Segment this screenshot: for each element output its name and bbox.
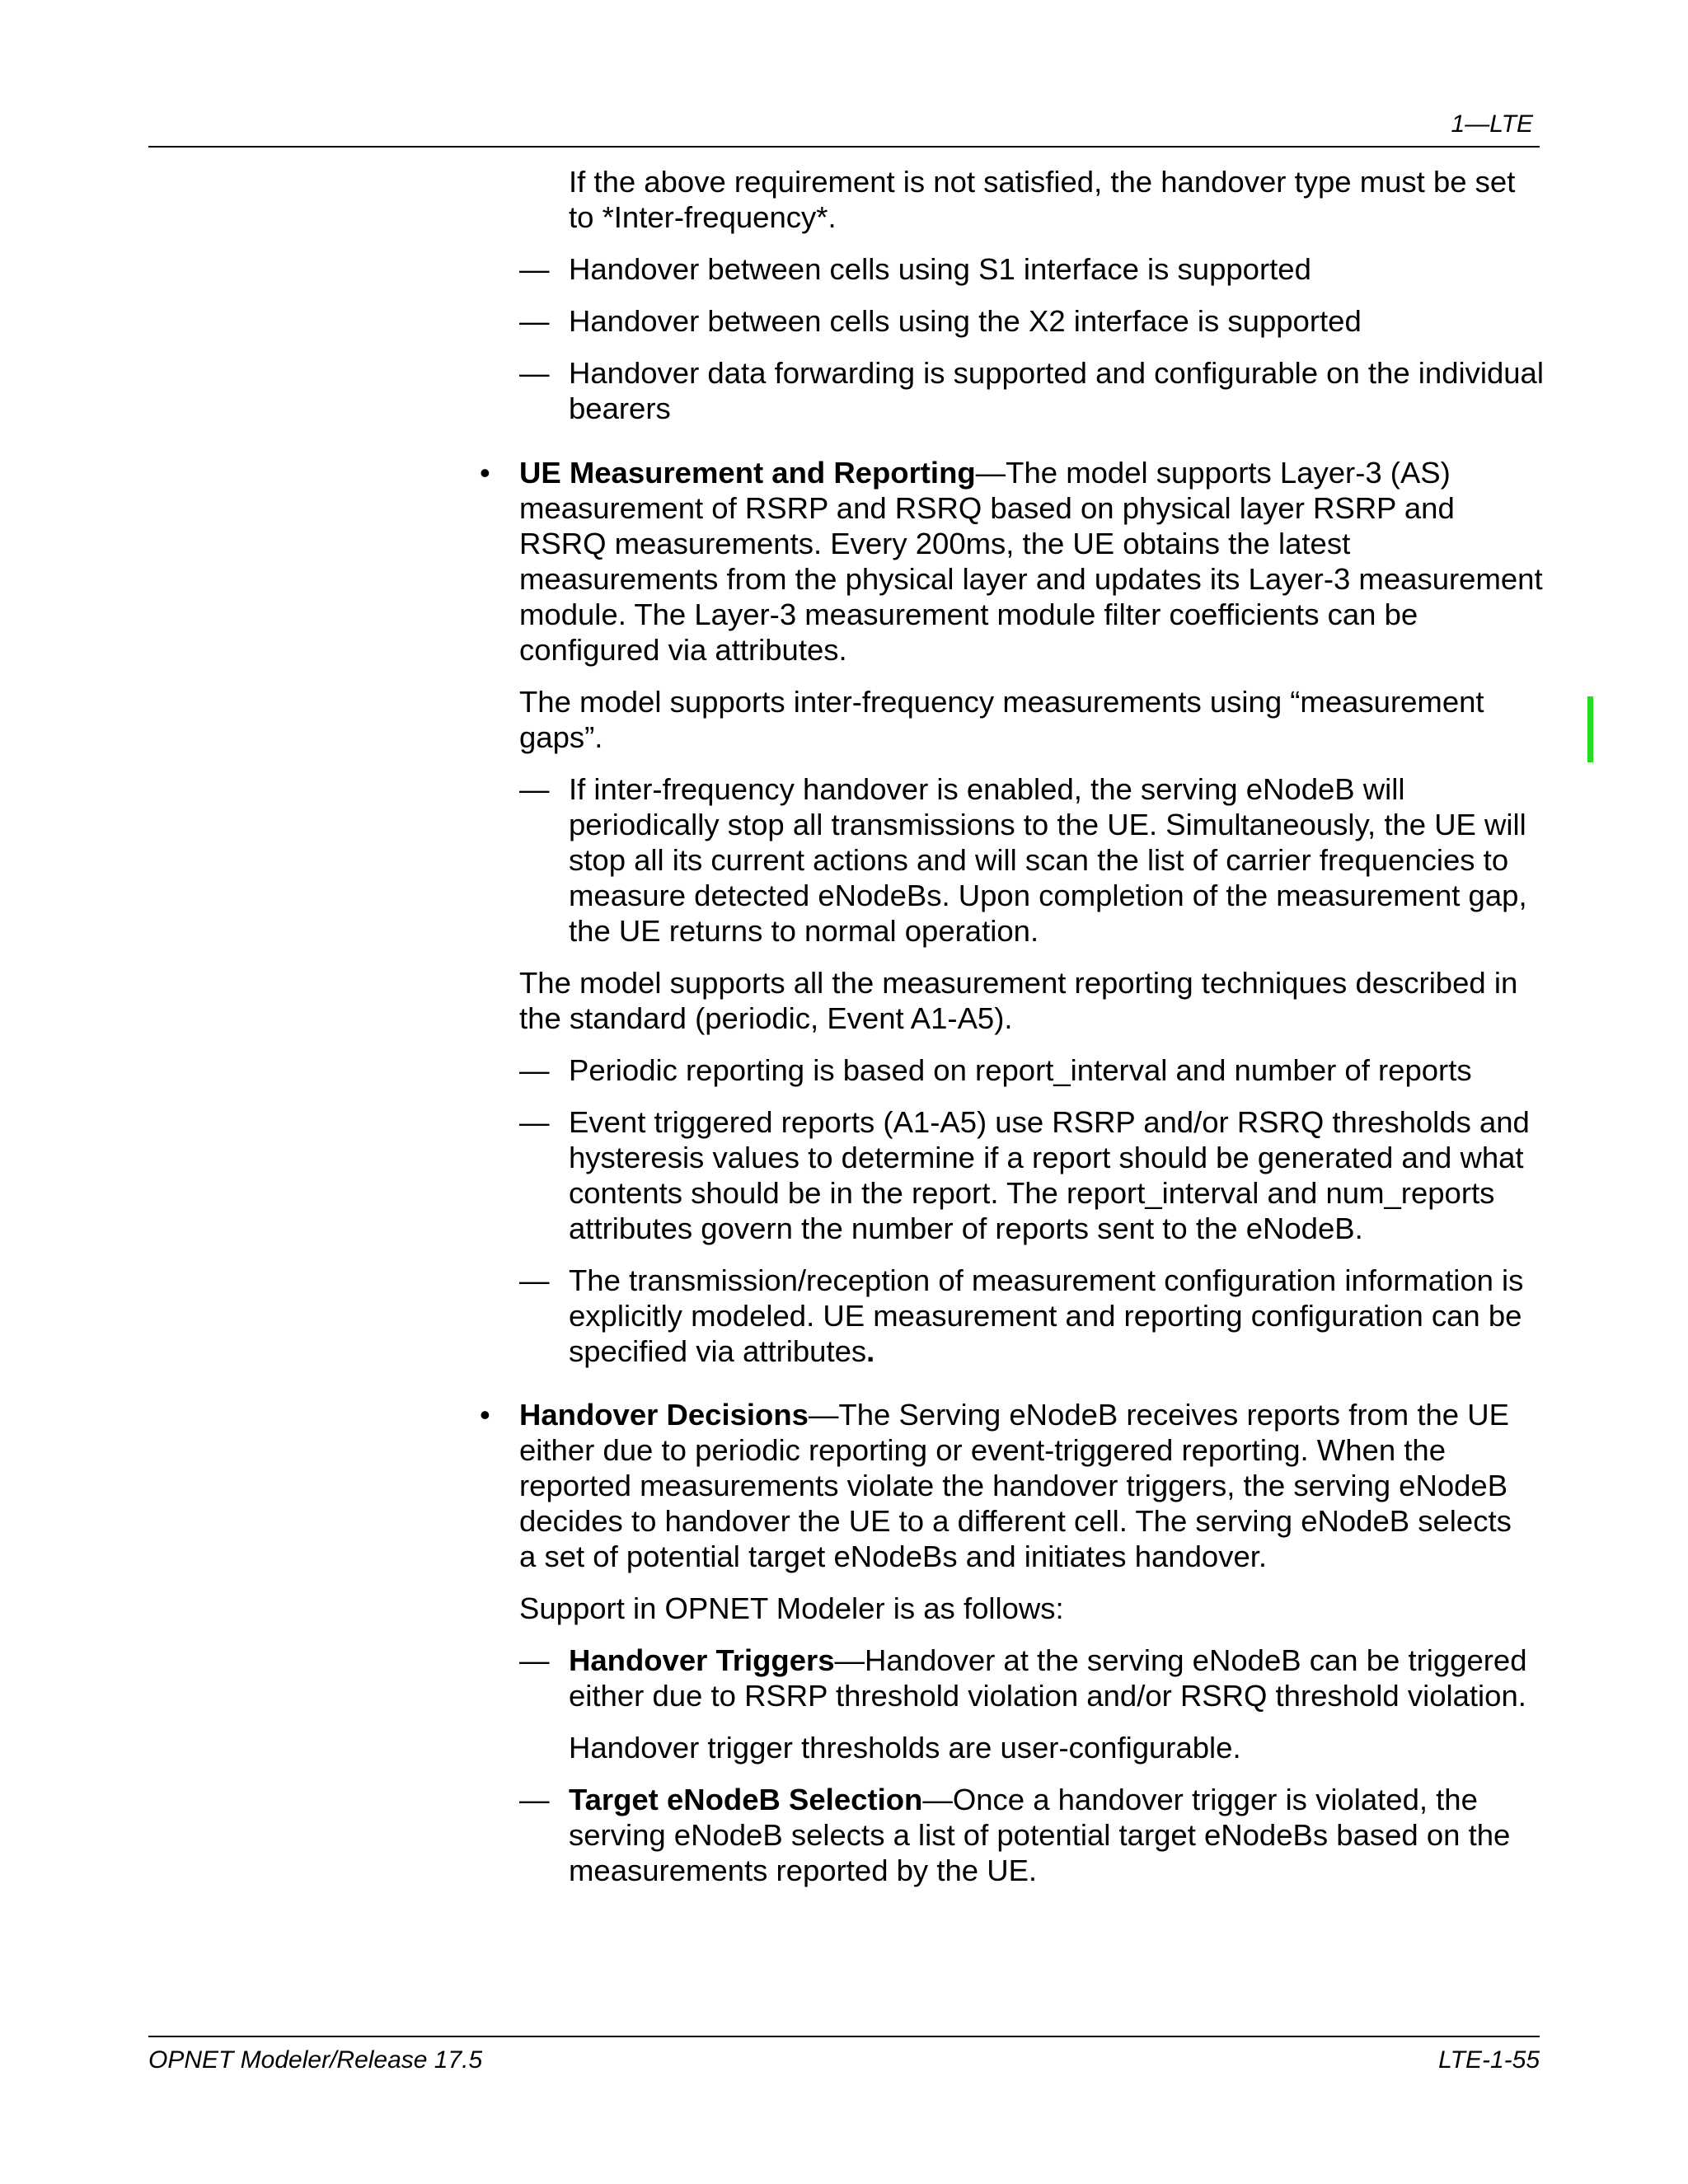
dash-marker: — bbox=[519, 1105, 550, 1139]
paragraph-line: gaps”. bbox=[519, 720, 603, 754]
dash-item-line: Handover between cells using S1 interface is supported bbox=[569, 252, 1311, 286]
paragraph-line: Support in OPNET Modeler is as follows: bbox=[519, 1591, 1064, 1625]
footer-product: OPNET Modeler/Release 17.5 bbox=[148, 2046, 483, 2074]
dash-item-line: The transmission/reception of measurement configuration information is bbox=[569, 1263, 1524, 1297]
item-heading: Target eNodeB Selection bbox=[569, 1783, 923, 1816]
item-heading: Handover Triggers bbox=[569, 1643, 835, 1677]
paragraph-line: The model supports inter-frequency measurements using “measurement bbox=[519, 685, 1484, 719]
dash-item-line: hysteresis values to determine if a report should be generated and what bbox=[569, 1141, 1524, 1174]
dash-item-line: attributes govern the number of reports sent to the eNodeB. bbox=[569, 1212, 1363, 1245]
dash-item-line: Event triggered reports (A1-A5) use RSRP and/or RSRQ thresholds and bbox=[569, 1105, 1530, 1139]
dash-item-line: Handover between cells using the X2 interface is supported bbox=[569, 304, 1362, 338]
paragraph-line: the standard (periodic, Event A1-A5). bbox=[519, 1001, 1013, 1035]
footer-rule bbox=[148, 2036, 1540, 2037]
dash-marker: — bbox=[519, 304, 550, 338]
bullet-item-line: measurement of RSRP and RSRQ based on physical layer RSRP and bbox=[519, 491, 1455, 525]
dash-item-line: specified via attributes. bbox=[569, 1334, 875, 1368]
dash-marker: — bbox=[519, 772, 550, 806]
dash-item-line: Target eNodeB Selection—Once a handover trigger is violated, the bbox=[569, 1783, 1478, 1816]
dash-item-line: either due to RSRP threshold violation and/or RSRQ threshold violation. bbox=[569, 1679, 1526, 1713]
dash-marker: — bbox=[519, 1643, 550, 1677]
bullet-heading: Handover Decisions bbox=[519, 1398, 809, 1432]
page-number: LTE-1-55 bbox=[1438, 2046, 1540, 2074]
dash-item-line: If inter-frequency handover is enabled, the serving eNodeB will bbox=[569, 772, 1405, 806]
bullet-item-line: UE Measurement and Reporting—The model supports Layer-3 (AS) bbox=[519, 456, 1451, 490]
paragraph-line: to *Inter-frequency*. bbox=[569, 200, 837, 234]
dash-marker: — bbox=[519, 1053, 550, 1087]
bullet-item-line: RSRQ measurements. Every 200ms, the UE obtains the latest bbox=[519, 527, 1351, 560]
bullet-item-line: measurements from the physical layer and updates its Layer-3 measurement bbox=[519, 562, 1543, 596]
bullet-item-line: reported measurements violate the handover triggers, the serving eNodeB bbox=[519, 1469, 1508, 1502]
dash-item-line: measure detected eNodeBs. Upon completion of the measurement gap, bbox=[569, 879, 1527, 912]
bullet-heading: UE Measurement and Reporting bbox=[519, 456, 976, 490]
bullet-marker: • bbox=[480, 1398, 490, 1432]
bullet-item-line: either due to periodic reporting or event-triggered reporting. When the bbox=[519, 1433, 1447, 1467]
dash-item-line: Handover data forwarding is supported and configurable on the individual bbox=[569, 356, 1544, 390]
paragraph-line: The model supports all the measurement reporting techniques described in bbox=[519, 966, 1518, 1000]
dash-item-line: measurements reported by the UE. bbox=[569, 1854, 1038, 1887]
dash-item-line: Handover Triggers—Handover at the serving eNodeB can be triggered bbox=[569, 1643, 1527, 1677]
dash-item-line: serving eNodeB selects a list of potential target eNodeBs based on the bbox=[569, 1818, 1511, 1852]
dash-item-line: Periodic reporting is based on report_interval and number of reports bbox=[569, 1053, 1472, 1087]
dash-marker: — bbox=[519, 1263, 550, 1297]
bullet-item-line: Handover Decisions—The Serving eNodeB receives reports from the UE bbox=[519, 1398, 1509, 1432]
dash-item-line: contents should be in the report. The report_interval and num_reports bbox=[569, 1176, 1495, 1210]
bullet-item-line: configured via attributes. bbox=[519, 633, 847, 667]
paragraph-line: Handover trigger thresholds are user-configurable. bbox=[569, 1731, 1241, 1765]
dash-item-line: explicitly modeled. UE measurement and reporting configuration can be bbox=[569, 1299, 1522, 1333]
dash-item-line: bearers bbox=[569, 391, 671, 425]
bullet-item-line: decides to handover the UE to a different cell. The serving eNodeB selects bbox=[519, 1504, 1512, 1538]
bullet-item-line: a set of potential target eNodeBs and initiates handover. bbox=[519, 1540, 1268, 1573]
dash-marker: — bbox=[519, 356, 550, 390]
paragraph-line: If the above requirement is not satisfied, the handover type must be set bbox=[569, 165, 1516, 199]
bullet-item-line: module. The Layer-3 measurement module filter coefficients can be bbox=[519, 598, 1418, 631]
dash-item-line: the UE returns to normal operation. bbox=[569, 914, 1039, 948]
bullet-marker: • bbox=[480, 456, 490, 490]
dash-item-line: stop all its current actions and will scan the list of carrier frequencies to bbox=[569, 843, 1509, 877]
running-header: 1—LTE bbox=[1451, 110, 1533, 138]
change-bar bbox=[1587, 696, 1593, 762]
dash-marker: — bbox=[519, 1783, 550, 1816]
dash-marker: — bbox=[519, 252, 550, 286]
dash-item-line: periodically stop all transmissions to the UE. Simultaneously, the UE will bbox=[569, 808, 1526, 841]
header-rule bbox=[148, 146, 1540, 148]
